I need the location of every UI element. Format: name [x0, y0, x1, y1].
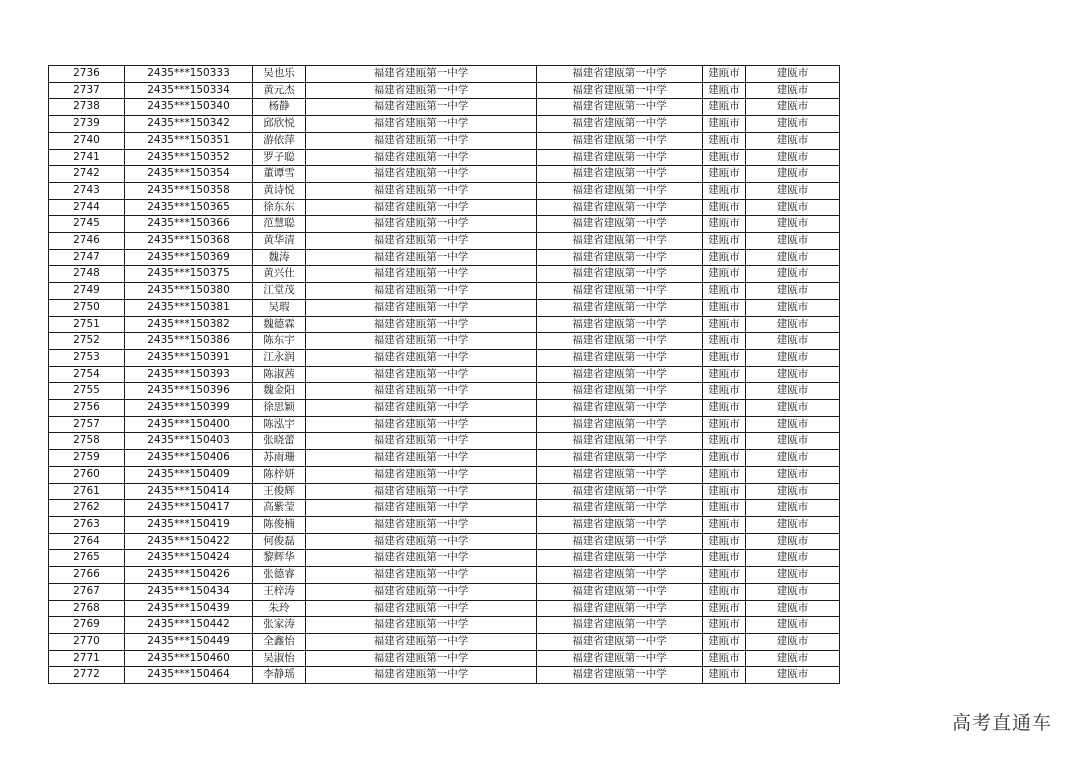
- student-name-cell: 游依萍: [253, 132, 306, 149]
- city-cell-2: 建瓯市: [746, 182, 840, 199]
- exam-id-cell: 2435***150375: [125, 266, 253, 283]
- city-cell: 建瓯市: [703, 567, 746, 584]
- city-cell-2: 建瓯市: [746, 266, 840, 283]
- school-cell-2: 福建省建瓯第一中学: [537, 466, 703, 483]
- serial-number-cell: 2748: [49, 266, 125, 283]
- table-row: [49, 333, 840, 350]
- school-cell-2: 福建省建瓯第一中学: [537, 483, 703, 500]
- exam-id-cell: 2435***150351: [125, 132, 253, 149]
- student-name-cell: 魏金阳: [253, 383, 306, 400]
- city-cell: 建瓯市: [703, 116, 746, 133]
- serial-number-cell: 2737: [49, 82, 125, 99]
- city-cell-2: 建瓯市: [746, 617, 840, 634]
- school-cell-2: 福建省建瓯第一中学: [537, 567, 703, 584]
- exam-id-cell: 2435***150366: [125, 216, 253, 233]
- city-cell-2: 建瓯市: [746, 583, 840, 600]
- school-cell: 福建省建瓯第一中学: [306, 199, 537, 216]
- serial-number-cell: 2771: [49, 650, 125, 667]
- city-cell-2: 建瓯市: [746, 149, 840, 166]
- school-cell-2: 福建省建瓯第一中学: [537, 433, 703, 450]
- school-cell: 福建省建瓯第一中学: [306, 416, 537, 433]
- school-cell-2: 福建省建瓯第一中学: [537, 166, 703, 183]
- city-cell: 建瓯市: [703, 500, 746, 517]
- serial-number-cell: 2754: [49, 366, 125, 383]
- school-cell: 福建省建瓯第一中学: [306, 567, 537, 584]
- exam-id-cell: 2435***150434: [125, 583, 253, 600]
- school-cell: 福建省建瓯第一中学: [306, 233, 537, 250]
- table-row: [49, 166, 840, 183]
- table-row: [49, 149, 840, 166]
- city-cell-2: 建瓯市: [746, 650, 840, 667]
- serial-number-cell: 2740: [49, 132, 125, 149]
- school-cell: 福建省建瓯第一中学: [306, 182, 537, 199]
- city-cell: 建瓯市: [703, 233, 746, 250]
- school-cell-2: 福建省建瓯第一中学: [537, 500, 703, 517]
- school-cell: 福建省建瓯第一中学: [306, 116, 537, 133]
- city-cell: 建瓯市: [703, 99, 746, 116]
- student-name-cell: 陈俊楠: [253, 516, 306, 533]
- serial-number-cell: 2759: [49, 450, 125, 467]
- exam-id-cell: 2435***150354: [125, 166, 253, 183]
- city-cell-2: 建瓯市: [746, 633, 840, 650]
- admission-list-table: [48, 65, 840, 684]
- serial-number-cell: 2769: [49, 617, 125, 634]
- table-row: [49, 116, 840, 133]
- school-cell: 福建省建瓯第一中学: [306, 617, 537, 634]
- city-cell-2: 建瓯市: [746, 567, 840, 584]
- city-cell-2: 建瓯市: [746, 249, 840, 266]
- serial-number-cell: 2750: [49, 299, 125, 316]
- school-cell-2: 福建省建瓯第一中学: [537, 233, 703, 250]
- school-cell: 福建省建瓯第一中学: [306, 166, 537, 183]
- city-cell: 建瓯市: [703, 266, 746, 283]
- school-cell: 福建省建瓯第一中学: [306, 550, 537, 567]
- city-cell: 建瓯市: [703, 667, 746, 684]
- table-row: [49, 667, 840, 684]
- school-cell: 福建省建瓯第一中学: [306, 66, 537, 83]
- school-cell-2: 福建省建瓯第一中学: [537, 299, 703, 316]
- table-row: [49, 199, 840, 216]
- school-cell: 福建省建瓯第一中学: [306, 600, 537, 617]
- school-cell: 福建省建瓯第一中学: [306, 132, 537, 149]
- serial-number-cell: 2741: [49, 149, 125, 166]
- student-name-cell: 吴淑怡: [253, 650, 306, 667]
- serial-number-cell: 2763: [49, 516, 125, 533]
- student-name-cell: 魏德霖: [253, 316, 306, 333]
- serial-number-cell: 2745: [49, 216, 125, 233]
- city-cell: 建瓯市: [703, 433, 746, 450]
- student-name-cell: 何俊磊: [253, 533, 306, 550]
- city-cell: 建瓯市: [703, 249, 746, 266]
- school-cell-2: 福建省建瓯第一中学: [537, 316, 703, 333]
- city-cell-2: 建瓯市: [746, 416, 840, 433]
- student-name-cell: 范慧聪: [253, 216, 306, 233]
- city-cell: 建瓯市: [703, 650, 746, 667]
- city-cell-2: 建瓯市: [746, 199, 840, 216]
- student-name-cell: 全鑫怡: [253, 633, 306, 650]
- table-row: [49, 617, 840, 634]
- city-cell-2: 建瓯市: [746, 483, 840, 500]
- city-cell-2: 建瓯市: [746, 600, 840, 617]
- school-cell-2: 福建省建瓯第一中学: [537, 533, 703, 550]
- school-cell-2: 福建省建瓯第一中学: [537, 216, 703, 233]
- student-name-cell: 魏涛: [253, 249, 306, 266]
- city-cell: 建瓯市: [703, 550, 746, 567]
- table-row: [49, 366, 840, 383]
- city-cell: 建瓯市: [703, 66, 746, 83]
- school-cell: 福建省建瓯第一中学: [306, 516, 537, 533]
- school-cell: 福建省建瓯第一中学: [306, 99, 537, 116]
- city-cell-2: 建瓯市: [746, 283, 840, 300]
- exam-id-cell: 2435***150391: [125, 349, 253, 366]
- table-row: [49, 500, 840, 517]
- table-row: [49, 233, 840, 250]
- city-cell-2: 建瓯市: [746, 233, 840, 250]
- exam-id-cell: 2435***150380: [125, 283, 253, 300]
- city-cell-2: 建瓯市: [746, 500, 840, 517]
- exam-id-cell: 2435***150439: [125, 600, 253, 617]
- table-row: [49, 316, 840, 333]
- school-cell-2: 福建省建瓯第一中学: [537, 416, 703, 433]
- exam-id-cell: 2435***150422: [125, 533, 253, 550]
- exam-id-cell: 2435***150333: [125, 66, 253, 83]
- exam-id-cell: 2435***150396: [125, 383, 253, 400]
- serial-number-cell: 2755: [49, 383, 125, 400]
- student-name-cell: 张家涛: [253, 617, 306, 634]
- serial-number-cell: 2766: [49, 567, 125, 584]
- serial-number-cell: 2770: [49, 633, 125, 650]
- student-name-cell: 吴也乐: [253, 66, 306, 83]
- exam-id-cell: 2435***150342: [125, 116, 253, 133]
- city-cell: 建瓯市: [703, 633, 746, 650]
- school-cell-2: 福建省建瓯第一中学: [537, 149, 703, 166]
- table-row: [49, 216, 840, 233]
- exam-id-cell: 2435***150340: [125, 99, 253, 116]
- table-row: [49, 132, 840, 149]
- school-cell: 福建省建瓯第一中学: [306, 533, 537, 550]
- table-row: [49, 182, 840, 199]
- city-cell: 建瓯市: [703, 216, 746, 233]
- serial-number-cell: 2746: [49, 233, 125, 250]
- table-row: [49, 600, 840, 617]
- table-row: [49, 650, 840, 667]
- student-name-cell: 张晓蕾: [253, 433, 306, 450]
- school-cell: 福建省建瓯第一中学: [306, 316, 537, 333]
- student-name-cell: 江堂茂: [253, 283, 306, 300]
- serial-number-cell: 2767: [49, 583, 125, 600]
- table-row: [49, 466, 840, 483]
- serial-number-cell: 2752: [49, 333, 125, 350]
- exam-id-cell: 2435***150352: [125, 149, 253, 166]
- school-cell-2: 福建省建瓯第一中学: [537, 333, 703, 350]
- student-name-cell: 苏雨珊: [253, 450, 306, 467]
- exam-id-cell: 2435***150426: [125, 567, 253, 584]
- school-cell: 福建省建瓯第一中学: [306, 650, 537, 667]
- school-cell-2: 福建省建瓯第一中学: [537, 400, 703, 417]
- city-cell-2: 建瓯市: [746, 550, 840, 567]
- table-row: [49, 283, 840, 300]
- school-cell-2: 福建省建瓯第一中学: [537, 450, 703, 467]
- serial-number-cell: 2757: [49, 416, 125, 433]
- school-cell-2: 福建省建瓯第一中学: [537, 132, 703, 149]
- city-cell-2: 建瓯市: [746, 166, 840, 183]
- school-cell-2: 福建省建瓯第一中学: [537, 266, 703, 283]
- city-cell-2: 建瓯市: [746, 400, 840, 417]
- school-cell-2: 福建省建瓯第一中学: [537, 116, 703, 133]
- school-cell: 福建省建瓯第一中学: [306, 82, 537, 99]
- table-body: [49, 66, 840, 684]
- city-cell: 建瓯市: [703, 483, 746, 500]
- serial-number-cell: 2756: [49, 400, 125, 417]
- table-row: [49, 383, 840, 400]
- exam-id-cell: 2435***150400: [125, 416, 253, 433]
- school-cell: 福建省建瓯第一中学: [306, 333, 537, 350]
- city-cell-2: 建瓯市: [746, 466, 840, 483]
- city-cell-2: 建瓯市: [746, 82, 840, 99]
- student-name-cell: 王梓涛: [253, 583, 306, 600]
- city-cell: 建瓯市: [703, 182, 746, 199]
- student-name-cell: 黄诗悦: [253, 182, 306, 199]
- city-cell: 建瓯市: [703, 400, 746, 417]
- serial-number-cell: 2751: [49, 316, 125, 333]
- student-name-cell: 陈东宇: [253, 333, 306, 350]
- exam-id-cell: 2435***150460: [125, 650, 253, 667]
- serial-number-cell: 2742: [49, 166, 125, 183]
- school-cell: 福建省建瓯第一中学: [306, 266, 537, 283]
- table-row: [49, 99, 840, 116]
- city-cell: 建瓯市: [703, 349, 746, 366]
- city-cell: 建瓯市: [703, 333, 746, 350]
- serial-number-cell: 2749: [49, 283, 125, 300]
- exam-id-cell: 2435***150386: [125, 333, 253, 350]
- student-name-cell: 黎辉华: [253, 550, 306, 567]
- city-cell-2: 建瓯市: [746, 116, 840, 133]
- serial-number-cell: 2764: [49, 533, 125, 550]
- student-name-cell: 王俊辉: [253, 483, 306, 500]
- city-cell: 建瓯市: [703, 132, 746, 149]
- school-cell: 福建省建瓯第一中学: [306, 667, 537, 684]
- exam-id-cell: 2435***150399: [125, 400, 253, 417]
- table-row: [49, 550, 840, 567]
- serial-number-cell: 2753: [49, 349, 125, 366]
- student-name-cell: 杨静: [253, 99, 306, 116]
- table-row: [49, 633, 840, 650]
- student-name-cell: 李静瑶: [253, 667, 306, 684]
- table-row: [49, 299, 840, 316]
- school-cell: 福建省建瓯第一中学: [306, 450, 537, 467]
- student-name-cell: 陈淑茜: [253, 366, 306, 383]
- exam-id-cell: 2435***150365: [125, 199, 253, 216]
- city-cell-2: 建瓯市: [746, 366, 840, 383]
- student-name-cell: 陈泓宇: [253, 416, 306, 433]
- city-cell: 建瓯市: [703, 366, 746, 383]
- school-cell: 福建省建瓯第一中学: [306, 216, 537, 233]
- exam-id-cell: 2435***150449: [125, 633, 253, 650]
- school-cell: 福建省建瓯第一中学: [306, 400, 537, 417]
- school-cell: 福建省建瓯第一中学: [306, 349, 537, 366]
- serial-number-cell: 2760: [49, 466, 125, 483]
- table-row: [49, 416, 840, 433]
- serial-number-cell: 2743: [49, 182, 125, 199]
- school-cell-2: 福建省建瓯第一中学: [537, 516, 703, 533]
- school-cell: 福建省建瓯第一中学: [306, 433, 537, 450]
- city-cell: 建瓯市: [703, 600, 746, 617]
- city-cell: 建瓯市: [703, 199, 746, 216]
- city-cell-2: 建瓯市: [746, 516, 840, 533]
- student-name-cell: 江永润: [253, 349, 306, 366]
- table-row: [49, 516, 840, 533]
- table-row: [49, 433, 840, 450]
- serial-number-cell: 2738: [49, 99, 125, 116]
- serial-number-cell: 2768: [49, 600, 125, 617]
- student-name-cell: 罗子聪: [253, 149, 306, 166]
- serial-number-cell: 2736: [49, 66, 125, 83]
- table-row: [49, 266, 840, 283]
- school-cell: 福建省建瓯第一中学: [306, 299, 537, 316]
- serial-number-cell: 2758: [49, 433, 125, 450]
- school-cell: 福建省建瓯第一中学: [306, 583, 537, 600]
- table-row: [49, 349, 840, 366]
- student-name-cell: 徐思颖: [253, 400, 306, 417]
- exam-id-cell: 2435***150382: [125, 316, 253, 333]
- city-cell-2: 建瓯市: [746, 349, 840, 366]
- exam-id-cell: 2435***150334: [125, 82, 253, 99]
- exam-id-cell: 2435***150417: [125, 500, 253, 517]
- school-cell: 福建省建瓯第一中学: [306, 483, 537, 500]
- exam-id-cell: 2435***150381: [125, 299, 253, 316]
- school-cell: 福建省建瓯第一中学: [306, 633, 537, 650]
- student-name-cell: 徐东东: [253, 199, 306, 216]
- exam-id-cell: 2435***150393: [125, 366, 253, 383]
- table-row: [49, 450, 840, 467]
- table-row: [49, 533, 840, 550]
- city-cell: 建瓯市: [703, 82, 746, 99]
- school-cell: 福建省建瓯第一中学: [306, 149, 537, 166]
- student-name-cell: 高紫莹: [253, 500, 306, 517]
- city-cell-2: 建瓯市: [746, 450, 840, 467]
- school-cell: 福建省建瓯第一中学: [306, 283, 537, 300]
- serial-number-cell: 2747: [49, 249, 125, 266]
- city-cell: 建瓯市: [703, 516, 746, 533]
- school-cell-2: 福建省建瓯第一中学: [537, 617, 703, 634]
- watermark-text: 高考直通车: [951, 712, 1052, 734]
- city-cell: 建瓯市: [703, 316, 746, 333]
- school-cell: 福建省建瓯第一中学: [306, 366, 537, 383]
- school-cell-2: 福建省建瓯第一中学: [537, 600, 703, 617]
- school-cell-2: 福建省建瓯第一中学: [537, 66, 703, 83]
- school-cell-2: 福建省建瓯第一中学: [537, 383, 703, 400]
- school-cell-2: 福建省建瓯第一中学: [537, 366, 703, 383]
- city-cell-2: 建瓯市: [746, 667, 840, 684]
- school-cell: 福建省建瓯第一中学: [306, 466, 537, 483]
- city-cell: 建瓯市: [703, 383, 746, 400]
- school-cell-2: 福建省建瓯第一中学: [537, 349, 703, 366]
- student-name-cell: 邱欣悦: [253, 116, 306, 133]
- exam-id-cell: 2435***150414: [125, 483, 253, 500]
- exam-id-cell: 2435***150368: [125, 233, 253, 250]
- serial-number-cell: 2772: [49, 667, 125, 684]
- school-cell-2: 福建省建瓯第一中学: [537, 182, 703, 199]
- exam-id-cell: 2435***150442: [125, 617, 253, 634]
- table-row: [49, 483, 840, 500]
- city-cell: 建瓯市: [703, 299, 746, 316]
- student-name-cell: 张德睿: [253, 567, 306, 584]
- table-row: [49, 567, 840, 584]
- city-cell-2: 建瓯市: [746, 383, 840, 400]
- serial-number-cell: 2765: [49, 550, 125, 567]
- student-name-cell: 黄华清: [253, 233, 306, 250]
- exam-id-cell: 2435***150409: [125, 466, 253, 483]
- city-cell: 建瓯市: [703, 450, 746, 467]
- city-cell-2: 建瓯市: [746, 333, 840, 350]
- exam-id-cell: 2435***150406: [125, 450, 253, 467]
- city-cell-2: 建瓯市: [746, 66, 840, 83]
- table-row: [49, 66, 840, 83]
- school-cell-2: 福建省建瓯第一中学: [537, 99, 703, 116]
- city-cell: 建瓯市: [703, 166, 746, 183]
- table-row: [49, 583, 840, 600]
- serial-number-cell: 2744: [49, 199, 125, 216]
- city-cell-2: 建瓯市: [746, 533, 840, 550]
- city-cell: 建瓯市: [703, 466, 746, 483]
- student-name-cell: 董谭雪: [253, 166, 306, 183]
- city-cell: 建瓯市: [703, 617, 746, 634]
- school-cell-2: 福建省建瓯第一中学: [537, 633, 703, 650]
- serial-number-cell: 2739: [49, 116, 125, 133]
- city-cell-2: 建瓯市: [746, 216, 840, 233]
- exam-id-cell: 2435***150358: [125, 182, 253, 199]
- city-cell: 建瓯市: [703, 533, 746, 550]
- exam-id-cell: 2435***150464: [125, 667, 253, 684]
- table-row: [49, 400, 840, 417]
- serial-number-cell: 2761: [49, 483, 125, 500]
- exam-id-cell: 2435***150419: [125, 516, 253, 533]
- school-cell-2: 福建省建瓯第一中学: [537, 550, 703, 567]
- student-name-cell: 黄兴仕: [253, 266, 306, 283]
- city-cell: 建瓯市: [703, 149, 746, 166]
- city-cell: 建瓯市: [703, 583, 746, 600]
- student-name-cell: 陈梓妍: [253, 466, 306, 483]
- city-cell-2: 建瓯市: [746, 433, 840, 450]
- student-name-cell: 黄元杰: [253, 82, 306, 99]
- exam-id-cell: 2435***150369: [125, 249, 253, 266]
- school-cell-2: 福建省建瓯第一中学: [537, 82, 703, 99]
- city-cell: 建瓯市: [703, 416, 746, 433]
- exam-id-cell: 2435***150403: [125, 433, 253, 450]
- school-cell-2: 福建省建瓯第一中学: [537, 667, 703, 684]
- city-cell-2: 建瓯市: [746, 299, 840, 316]
- school-cell-2: 福建省建瓯第一中学: [537, 283, 703, 300]
- student-name-cell: 吴瑕: [253, 299, 306, 316]
- school-cell: 福建省建瓯第一中学: [306, 500, 537, 517]
- city-cell-2: 建瓯市: [746, 99, 840, 116]
- city-cell: 建瓯市: [703, 283, 746, 300]
- school-cell-2: 福建省建瓯第一中学: [537, 583, 703, 600]
- table-row: [49, 249, 840, 266]
- city-cell-2: 建瓯市: [746, 316, 840, 333]
- serial-number-cell: 2762: [49, 500, 125, 517]
- table-row: [49, 82, 840, 99]
- student-name-cell: 朱玲: [253, 600, 306, 617]
- school-cell-2: 福建省建瓯第一中学: [537, 199, 703, 216]
- school-cell-2: 福建省建瓯第一中学: [537, 249, 703, 266]
- city-cell-2: 建瓯市: [746, 132, 840, 149]
- school-cell: 福建省建瓯第一中学: [306, 249, 537, 266]
- exam-id-cell: 2435***150424: [125, 550, 253, 567]
- school-cell-2: 福建省建瓯第一中学: [537, 650, 703, 667]
- school-cell: 福建省建瓯第一中学: [306, 383, 537, 400]
